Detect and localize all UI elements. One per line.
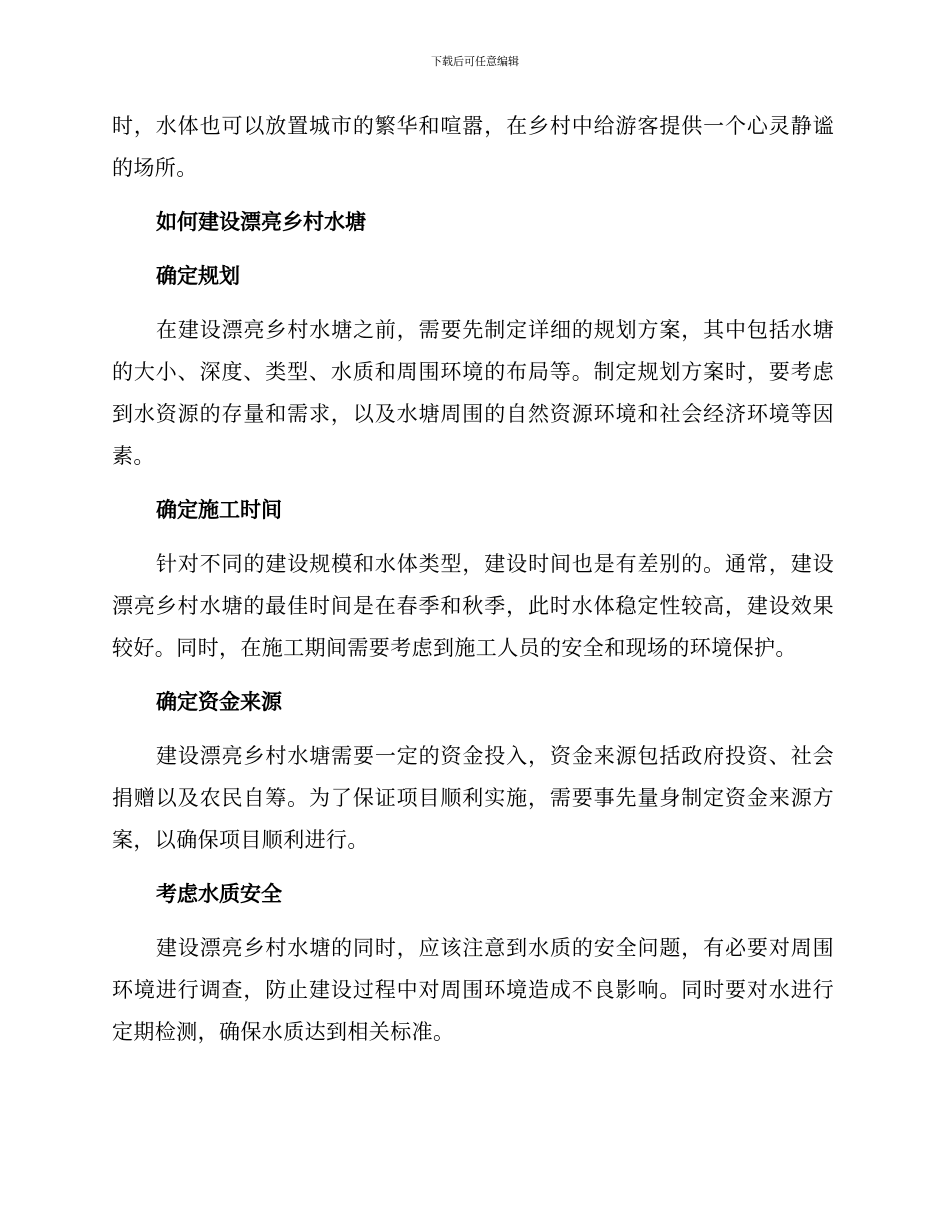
- paragraph-funding: 建设漂亮乡村水塘需要一定的资金投入，资金来源包括政府投资、社会捐赠以及农民自筹。为了保证项目顺利实施，需要事先量身制定资金来源方案，以确保项目顺利进行。: [112, 744, 834, 852]
- subheading-planning: 确定规划: [156, 264, 240, 288]
- subheading-construction-time: 确定施工时间: [156, 498, 282, 522]
- paragraph-water-safety: 建设漂亮乡村水塘的同时，应该注意到水质的安全问题，有必要对周围环境进行调查，防止建设过程中对周围环境造成不良影响。同时要对水进行定期检测，确保水质达到相关标准。: [112, 936, 834, 1044]
- document-body: [112, 105, 834, 1065]
- subheading-water-safety: 考虑水质安全: [156, 882, 282, 906]
- paragraph-construction-time: 针对不同的建设规模和水体类型，建设时间也是有差别的。通常，建设漂亮乡村水塘的最佳时间是在春季和秋季，此时水体稳定性较高，建设效果较好。同时，在施工期间需要考虑到施工人员的安全和现场的环境保护。: [112, 552, 834, 660]
- subheading-funding: 确定资金来源: [156, 690, 282, 714]
- paragraph-continued: 时，水体也可以放置城市的繁华和喧嚣，在乡村中给游客提供一个心灵静谧的场所。: [112, 114, 834, 180]
- page-header: 下载后可任意编辑: [431, 55, 519, 68]
- paragraph-planning: 在建设漂亮乡村水塘之前，需要先制定详细的规划方案，其中包括水塘的大小、深度、类型、水质和周围环境的布局等。制定规划方案时，要考虑到水资源的存量和需求，以及水塘周围的自然资源环境和社会经济环境等因素。: [112, 318, 834, 468]
- section-heading-build-pond: 如何建设漂亮乡村水塘: [156, 210, 366, 234]
